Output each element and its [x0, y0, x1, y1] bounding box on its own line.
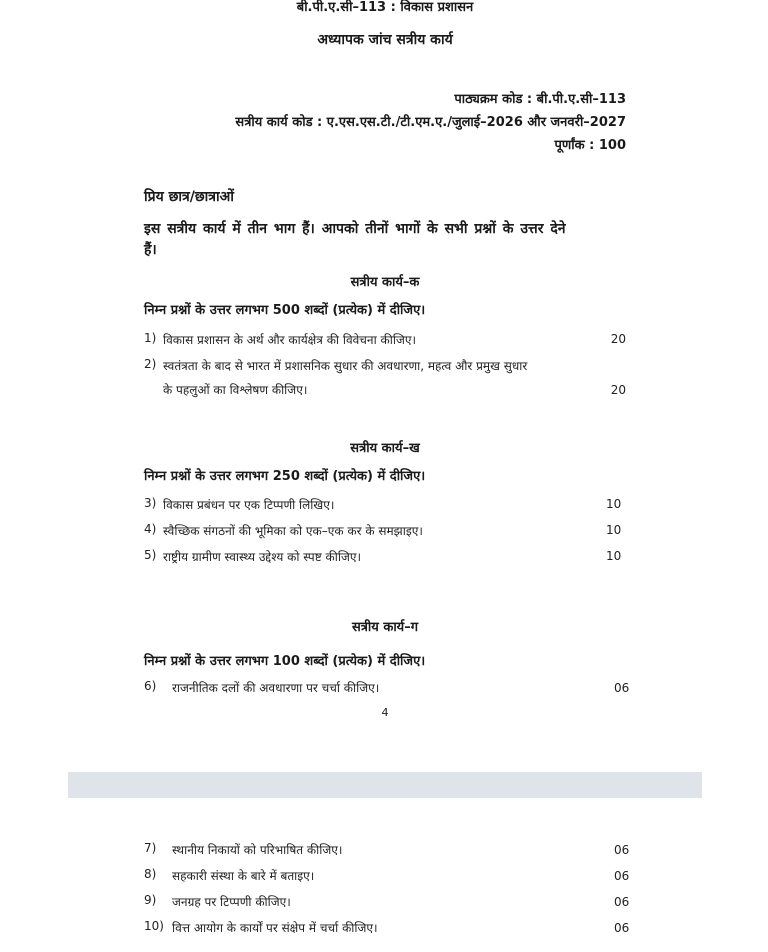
document-title: अध्यापक जांच सत्रीय कार्य [317, 32, 453, 48]
question-text: राजनीतिक दलों की अवधारणा पर चर्चा कीजिए। [172, 681, 380, 695]
section-c-instruction: निम्न प्रश्नों के उत्तर लगभग 100 शब्दों (प्रत्येक) में दीजिए। [144, 654, 426, 669]
question-marks: 06 [614, 869, 630, 883]
question-number: 8) [144, 867, 157, 881]
section-b-title: सत्रीय कार्य–ख [350, 441, 420, 456]
document-page-1 [68, 0, 702, 772]
question-marks: 20 [610, 332, 626, 346]
section-b-instruction: निम्न प्रश्नों के उत्तर लगभग 250 शब्दों (प्रत्येक) में दीजिए। [144, 469, 426, 484]
course-title: बी.पी.ए.सी–113 : विकास प्रशासन [296, 0, 474, 15]
question-marks: 06 [614, 681, 630, 695]
question-text: विकास प्रबंधन पर एक टिप्पणी लिखिए। [163, 498, 335, 512]
assignment-code: सत्रीय कार्य कोड : ए.एस.एस.टी./टी.एम.ए./जुलाई–2026 और जनवरी–2027 [235, 115, 626, 130]
question-text: स्वैच्छिक संगठनों की भूमिका को एक–एक कर के समझाइए। [163, 524, 423, 538]
section-a-instruction: निम्न प्रश्नों के उत्तर लगभग 500 शब्दों (प्रत्येक) में दीजिए। [144, 303, 426, 318]
question-number: 10) [144, 919, 164, 933]
intro-line-2: हैं। [144, 242, 157, 258]
question-number: 9) [144, 893, 157, 907]
question-marks: 10 [606, 549, 622, 563]
question-text: राष्ट्रीय ग्रामीण स्वास्थ्य उद्देश्य को स्पष्ट कीजिए। [163, 550, 362, 564]
page-separator [68, 772, 702, 798]
question-number: 7) [144, 841, 157, 855]
question-text: जनग्रह पर टिप्पणी कीजिए। [172, 895, 291, 909]
question-text: स्थानीय निकायों को परिभाषित कीजिए। [172, 843, 343, 857]
question-marks: 20 [610, 383, 626, 397]
question-text-continued: के पहलुओं का विश्लेषण कीजिए। [163, 383, 308, 397]
question-number: 4) [144, 522, 157, 536]
section-c-title: सत्रीय कार्य–ग [351, 620, 419, 635]
section-a-title: सत्रीय कार्य–क [350, 275, 420, 290]
question-number: 2) [144, 357, 157, 371]
course-code: पाठ्यक्रम कोड : बी.पी.ए.सी–113 [454, 92, 626, 107]
question-text: सहकारी संस्था के बारे में बताइए। [172, 869, 315, 883]
max-marks: पूर्णांक : 100 [554, 138, 626, 153]
question-number: 5) [144, 548, 157, 562]
question-text: विकास प्रशासन के अर्थ और कार्यक्षेत्र की विवेचना कीजिए। [163, 333, 417, 347]
question-marks: 06 [614, 843, 630, 857]
question-marks: 10 [606, 497, 622, 511]
question-text: वित्त आयोग के कार्यों पर संक्षेप में चर्चा कीजिए। [172, 921, 378, 935]
question-marks: 06 [614, 895, 630, 909]
question-marks: 10 [606, 523, 622, 537]
salutation: प्रिय छात्र/छात्राओं [144, 189, 234, 205]
page-number: 4 [381, 706, 389, 719]
question-number: 3) [144, 496, 157, 510]
question-number: 1) [144, 331, 157, 345]
question-marks: 06 [614, 921, 630, 935]
question-text: स्वतंत्रता के बाद से भारत में प्रशासनिक सुधार की अवधारणा, महत्व और प्रमुख सुधार [163, 359, 528, 373]
document-page-2 [68, 798, 702, 952]
intro-line-1: इस सत्रीय कार्य में तीन भाग हैं। आपको तीनों भागों के सभी प्रश्नों के उत्तर देने [144, 221, 566, 237]
question-number: 6) [144, 679, 157, 693]
